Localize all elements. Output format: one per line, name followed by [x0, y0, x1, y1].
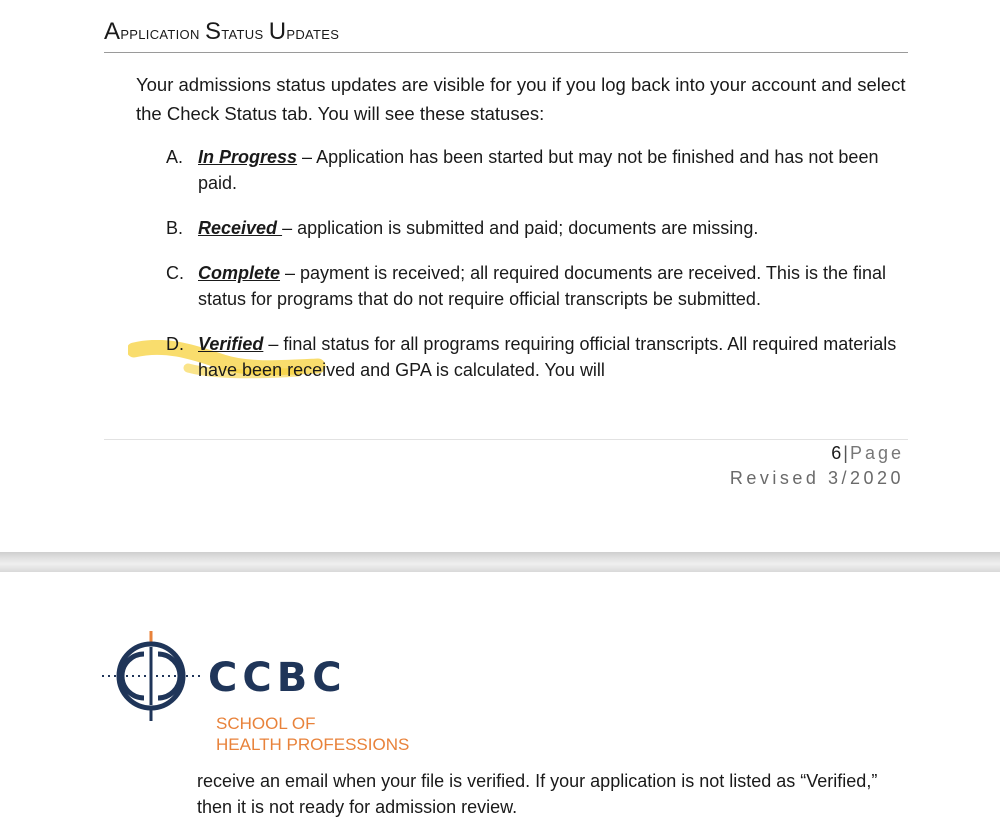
logo-subtitle-line1: SCHOOL OF [216, 714, 316, 733]
status-item-verified [166, 331, 911, 383]
intro-paragraph: Your admissions status updates are visible for you if you log back into your account and select the Check Status tab. You will see these statuses: [136, 74, 906, 124]
page-number-value: 6 [831, 443, 844, 463]
continuation-paragraph: receive an email when your file is verified. If your application is not listed as “Verified,” then it is not ready for admission review. [197, 771, 878, 817]
document-page-7 [0, 572, 1000, 839]
status-term: Received [198, 218, 283, 238]
status-item-received [166, 215, 911, 241]
status-term: Verified [198, 334, 264, 354]
status-description: – application is submitted and paid; documents are missing. [282, 218, 759, 238]
status-letter: A. [166, 147, 184, 167]
status-list [166, 144, 911, 402]
status-description: – payment is received; all required documents are received. This is the final status for programs that do not require official transcripts be submitted. [198, 263, 886, 309]
status-item-in-progress [166, 144, 911, 196]
status-description: – final status for all programs requiring official transcripts. All required materials have been received and GPA is calculated. You will [198, 334, 897, 380]
status-term: In Progress [198, 147, 298, 167]
page-break-gap [0, 552, 1000, 572]
section-heading: Application Status Updates [104, 18, 908, 53]
status-letter: B. [166, 218, 184, 238]
status-term: Complete [198, 263, 281, 283]
page-number [831, 443, 904, 464]
status-letter: C. [166, 263, 184, 283]
page-word: Page [849, 443, 904, 463]
logo-subtitle [216, 713, 409, 755]
logo-wordmark: CCBC [208, 655, 347, 701]
status-item-complete [166, 260, 911, 312]
page-separator: | [843, 443, 850, 463]
ccbc-emblem-icon [100, 629, 206, 723]
status-letter: D. [166, 334, 184, 354]
status-description: – Application has been started but may not be finished and has not been paid. [198, 147, 879, 193]
logo-subtitle-line2: HEALTH PROFESSIONS [216, 735, 410, 754]
footer-divider [104, 439, 908, 440]
revised-date: Revised 3/2020 [729, 468, 904, 488]
ccbc-logo [100, 629, 420, 759]
